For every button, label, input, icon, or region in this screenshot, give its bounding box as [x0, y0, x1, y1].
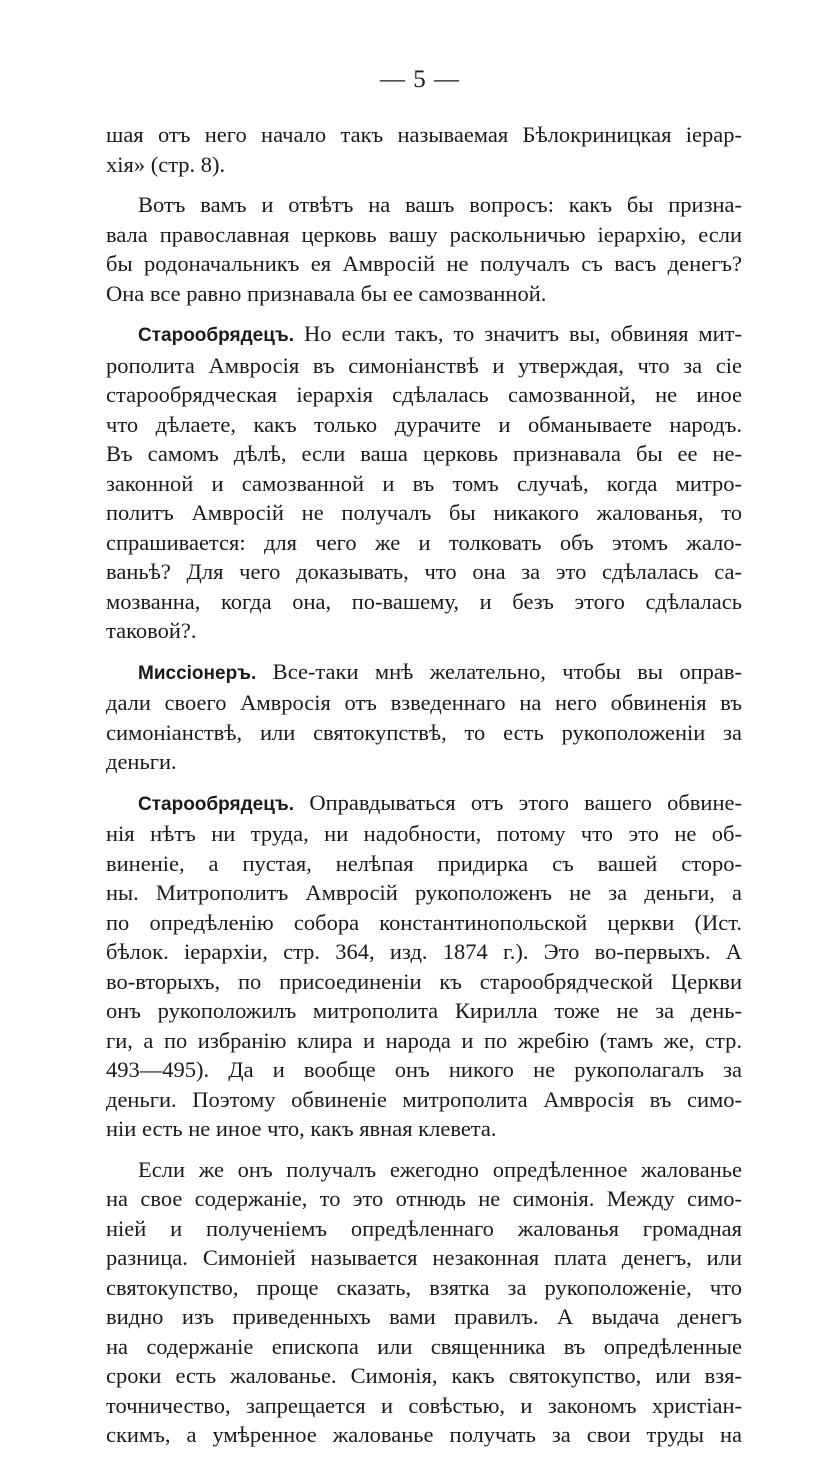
text-line: разница. Симоніей называется незаконная плата денегъ, или	[106, 1245, 742, 1270]
text-line	[106, 788, 742, 820]
text-line: Вотъ вамъ и отвѣтъ на вашъ вопросъ: какъ бы призна-	[138, 192, 742, 217]
text-line: ны. Митрополитъ Амвросій рукоположенъ не за деньги, а	[106, 880, 742, 905]
text-line: нія нѣтъ ни труда, ни надобности, потому что это не об-	[106, 821, 742, 846]
text-line: деньги.	[106, 749, 177, 774]
text-line: точничество, запрещается и совѣстью, и закономъ христіан-	[106, 1392, 742, 1418]
body-text	[106, 120, 742, 1461]
text-line: законной и самозванной и въ томъ случаѣ, когда митро-	[106, 470, 742, 496]
text-line: Въ самомъ дѣлѣ, если ваша церковь признавала бы ее не-	[106, 441, 742, 466]
text-line: по опредѣленію собора константинопольской церкви (Ист.	[106, 909, 742, 935]
text-line: Если же онъ получалъ ежегодно опредѣленное жалованье	[138, 1156, 742, 1182]
text-line: вала православная церковь вашу раскольничью іерархію, если	[106, 221, 742, 247]
page-number: — 5 —	[380, 66, 460, 93]
text-line: сроки есть жалованье. Симонія, какъ святокупство, или взя-	[106, 1363, 742, 1388]
dialogue-paragraph	[106, 788, 742, 1144]
text-line: старообрядческая іерархія сдѣлалась самозванной, не иное	[106, 382, 742, 407]
text-line: дали своего Амвросія отъ взведеннаго на него обвиненія въ	[106, 690, 742, 715]
text-line	[106, 319, 742, 351]
text-line: бы родоначальникъ ея Амвросій не получалъ съ васъ денегъ?	[106, 251, 742, 276]
text-line	[106, 657, 742, 689]
speaker-label: Миссіонеръ.	[138, 662, 257, 684]
text-line: ваньѣ? Для чего доказывать, что она за это сдѣлалась са-	[106, 559, 742, 584]
text-line: во-вторыхъ, по присоединеніи къ старообрядческой Церкви	[106, 968, 742, 994]
text-line: шая отъ него начало такъ называемая Бѣлокриницкая іерар-	[106, 122, 742, 147]
text-span: Все-таки мнѣ желательно, чтобы вы оправ-	[256, 658, 742, 684]
text-line: виненіе, а пустая, нелѣпая придирка съ вашей сторо-	[106, 850, 742, 876]
text-line: видно изъ приведенныхъ вами правилъ. А выдача денегъ	[106, 1304, 742, 1329]
text-line: Она все равно признавала бы ее самозванной.	[106, 280, 547, 306]
text-line: рополита Амвросія въ симоніанствѣ и утверждая, что за сіе	[106, 352, 742, 378]
text-line: онъ рукоположилъ митрополита Кирилла тоже не за день-	[106, 998, 742, 1023]
paragraph	[106, 120, 742, 179]
dialogue-paragraph	[106, 319, 742, 646]
text-line: бѣлок. іерархіи, стр. 364, изд. 1874 г.). Это во-первыхъ. А	[106, 939, 742, 964]
speaker-label: Старообрядецъ.	[138, 325, 295, 346]
text-line: скимъ, а умѣренное жалованье получать за свои труды на	[106, 1422, 742, 1447]
text-line: святокупство, проще сказать, взятка за рукоположеніе, что	[106, 1274, 742, 1300]
text-line: политъ Амвросій не получалъ бы никакого жалованья, то	[106, 500, 742, 525]
text-line: на содержаніе епископа или священника въ опредѣленные	[106, 1333, 742, 1359]
text-line: хія» (стр. 8).	[106, 151, 226, 177]
text-line: на свое содержаніе, то это отнюдь не симонія. Между симо-	[106, 1186, 742, 1211]
text-line: ніей и полученіемъ опредѣленнаго жалованья громадная	[106, 1215, 742, 1241]
text-line: симоніанствѣ, или святокупствѣ, то есть рукоположеніи за	[106, 719, 742, 745]
paragraph	[106, 1155, 742, 1450]
text-line: мозванна, когда она, по-вашему, и безъ этого сдѣлалась	[106, 588, 742, 614]
text-line: спрашивается: для чего же и толковать объ этомъ жало-	[106, 529, 742, 555]
text-line: таковой?.	[106, 618, 197, 643]
speaker-label: Старообрядецъ.	[138, 793, 295, 815]
text-span: Оправдываться отъ этого вашего обвине-	[294, 789, 742, 815]
paragraph	[106, 190, 742, 308]
text-span: Но если такъ, то значитъ вы, обвиняя мит-	[294, 321, 742, 346]
text-line: что дѣлаете, какъ только дурачите и обманываете народъ.	[106, 411, 742, 437]
text-line: деньги. Поэтому обвиненіе митрополита Амвросія въ симо-	[106, 1086, 742, 1112]
dialogue-paragraph	[106, 657, 742, 777]
text-line: ніи есть не иное что, какъ явная клевета.	[106, 1116, 497, 1141]
text-line: 493—495). Да и вообще онъ никого не рукополагалъ за	[106, 1057, 742, 1082]
text-line: ги, а по избранію клира и народа и по жребію (тамъ же, стр.	[106, 1027, 742, 1053]
